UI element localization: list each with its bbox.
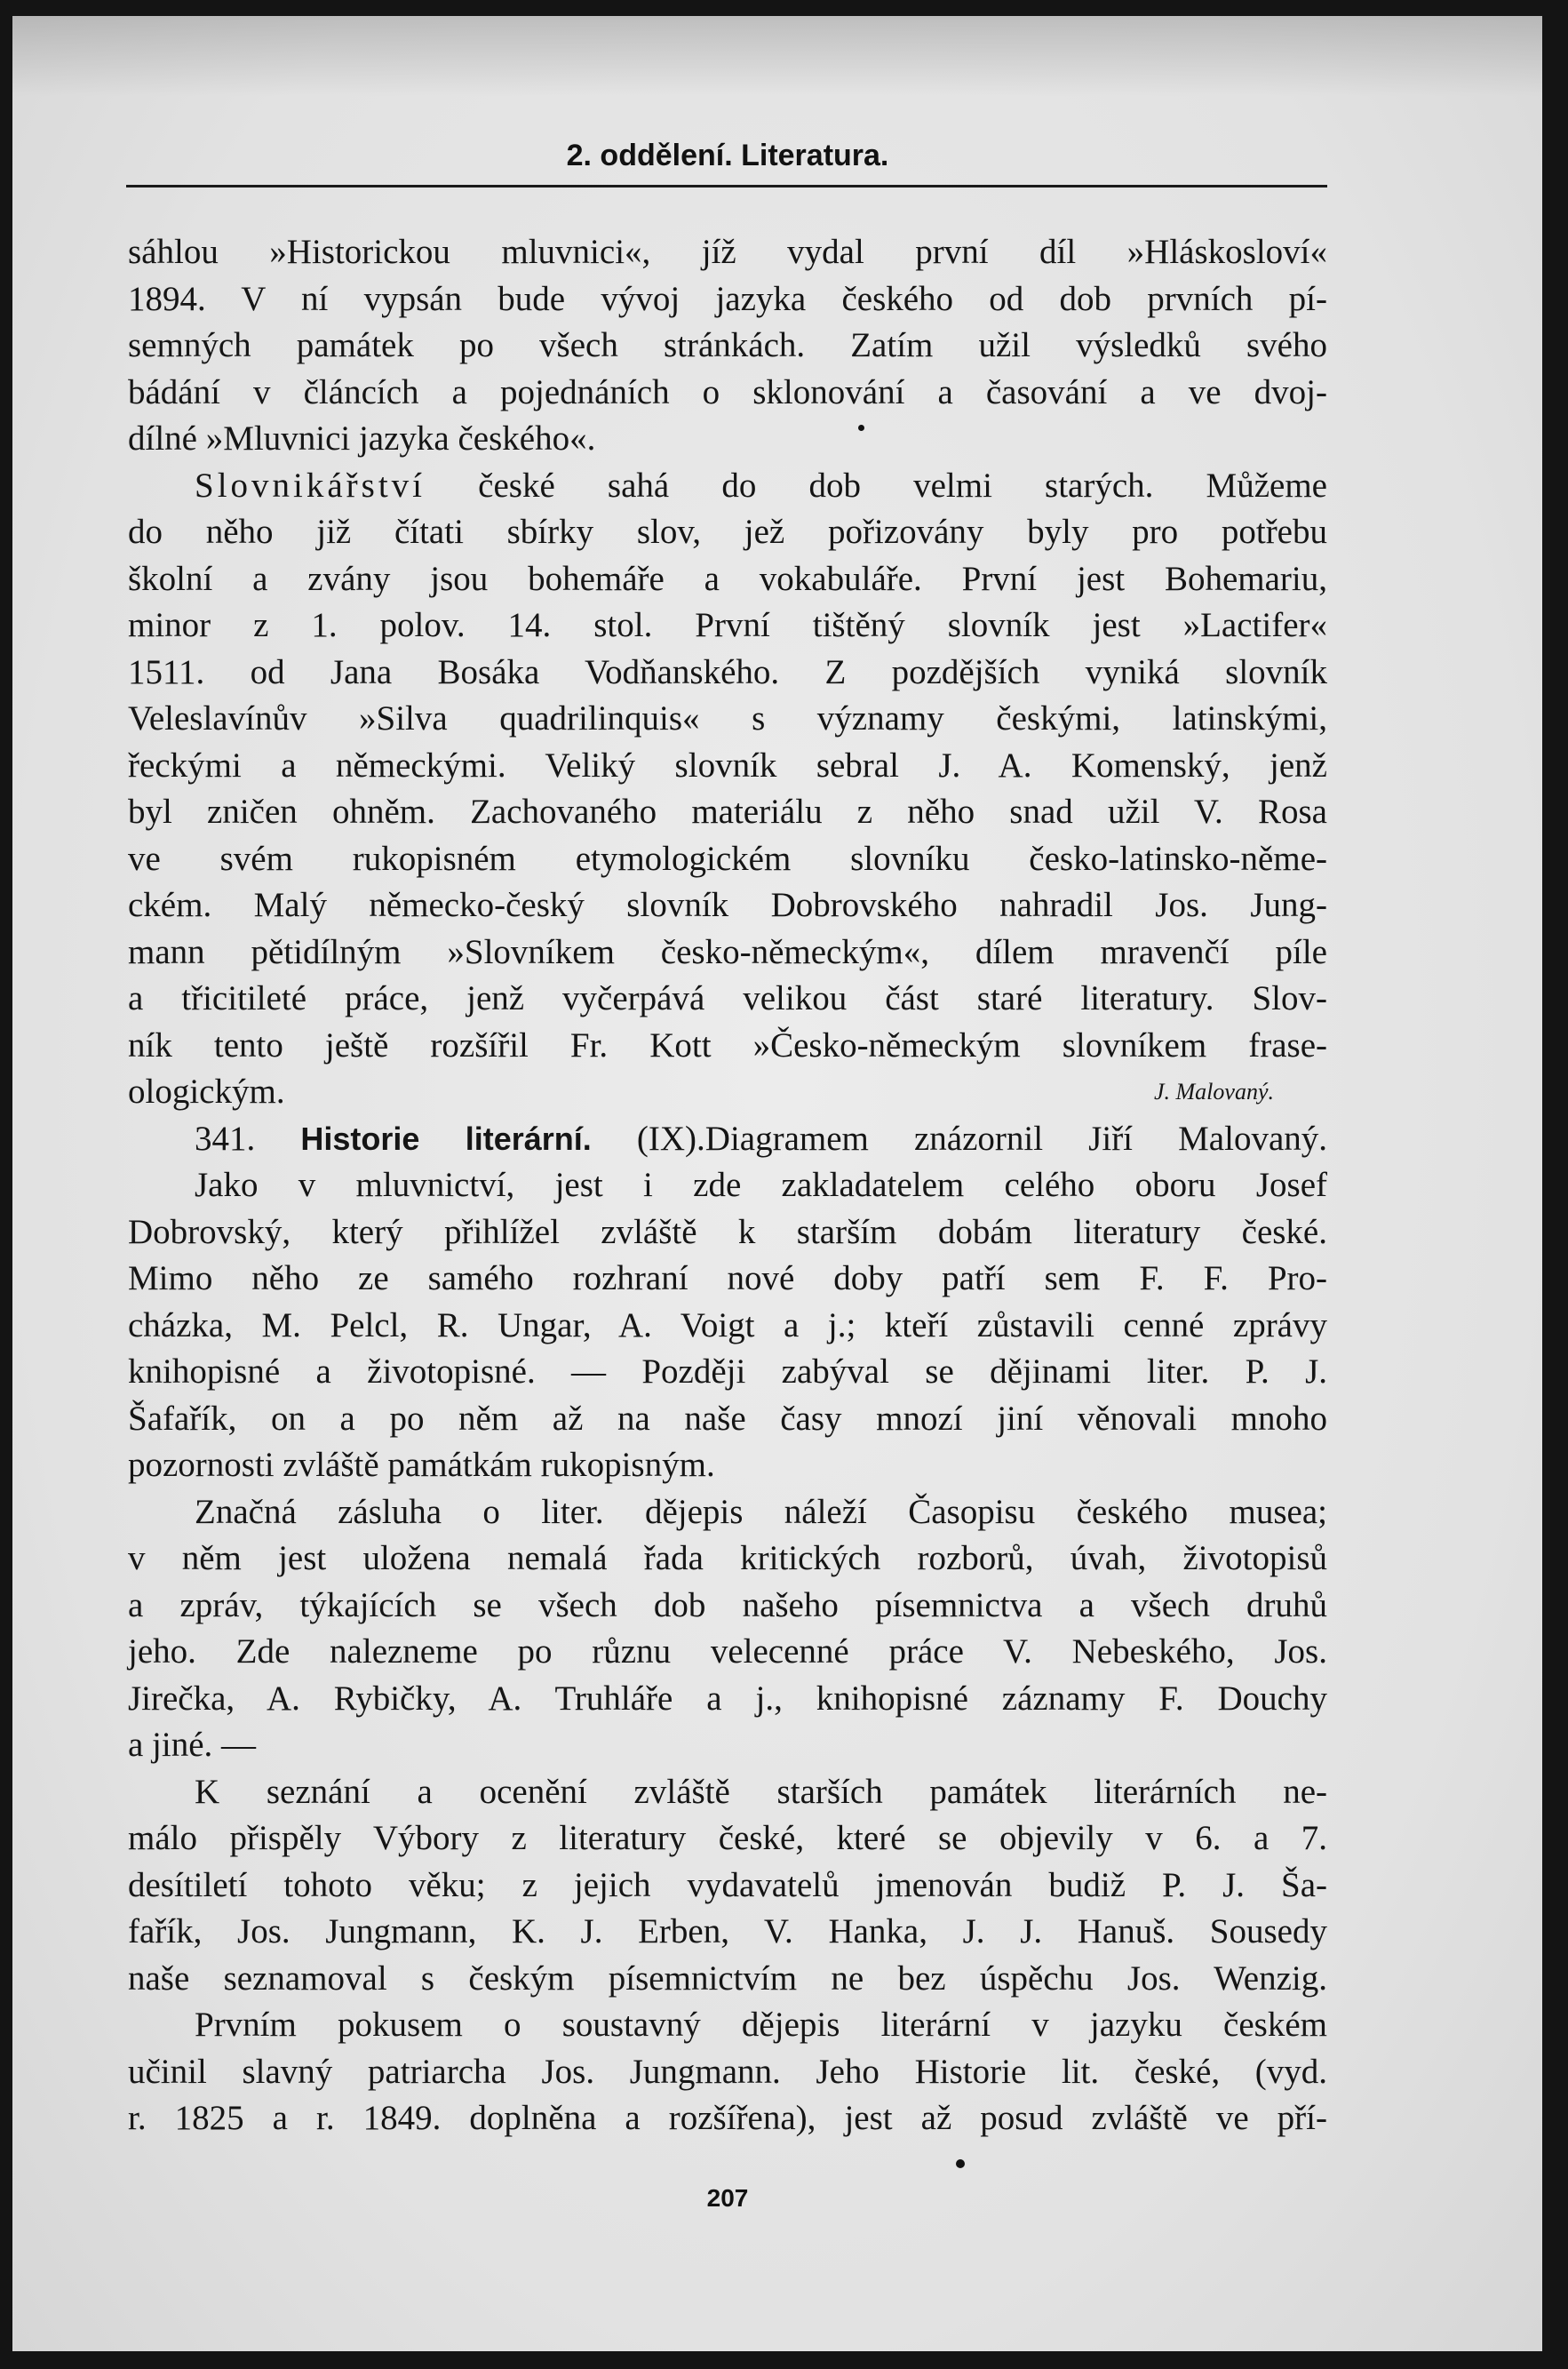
text-line: semných památek po všech stránkách. Zatím užil výsledků svého [128,326,1327,364]
author-signature: J. Malovaný. [1153,1079,1274,1105]
text-line: řeckými a německými. Veliký slovník sebral J. A. Komenský, jenž [128,746,1327,785]
text-line: desítiletí tohoto věku; z jejich vydavatelů jmenován budiž P. J. Ša- [128,1865,1327,1904]
text-line: byl zničen ohněm. Zachovaného materiálu z něho snad užil V. Rosa [128,793,1327,831]
text-line: naše seznamoval s českým písemnictvím ne bez úspěchu Jos. Wenzig. [128,1958,1327,1998]
text-line: Prvním pokusem o soustavný dějepis literární v jazyku českém [195,2006,1327,2044]
text-line: minor z 1. polov. 14. stol. První tištěný slovník jest »Lactifer« [128,606,1327,644]
text-line: knihopisné a životopisné. — Později zabýval se dějinami liter. P. J. [128,1352,1327,1391]
text-line: Veleslavínův »Silva quadrilinquis« s významy českými, latinskými, [128,699,1327,738]
body-text [128,229,1327,2142]
text-line: ník tento ještě rozšířil Fr. Kott »Česko-německým slovníkem frase- [128,1025,1327,1065]
text-line: K seznání a ocenění zvláště starších památek literárních ne- [195,1772,1327,1811]
text-line: cházka, M. Pelcl, R. Ungar, A. Voigt a j.; kteří zůstavili cenné zprávy [128,1305,1327,1344]
text-line: pozornosti zvláště památkám rukopisným. [128,1446,715,1484]
text-line: Jako v mluvnictví, jest i zde zakladatelem celého oboru Josef [195,1166,1327,1204]
page-number: 207 [706,2184,749,2212]
text-line: ve svém rukopisném etymologickém slovníku česko-latinsko-něme- [128,839,1327,878]
text-line: v něm jest uložena nemalá řada kritických rozborů, úvah, životopisů [128,1539,1327,1577]
ink-speck [858,425,864,431]
lead-rest: české sahá do dob velmi starých. Můžeme [478,466,1327,505]
text-line: Značná zásluha o liter. dějepis náleží Časopisu českého musea; [195,1492,1327,1531]
text-line: ckém. Malý německo-český slovník Dobrovského nahradil Jos. Jung- [128,886,1327,924]
running-head: 2. oddělení. Literatura. [566,139,889,172]
scan-shadow [12,16,1542,96]
text-line: dílné »Mluvnici jazyka českého«. [128,419,596,458]
text-line: fařík, Jos. Jungmann, K. J. Erben, V. Hanka, J. J. Hanuš. Sousedy [128,1912,1327,1950]
text-line: učinil slavný patriarcha Jos. Jungmann. Jeho Historie lit. české, (vyd. [128,2052,1327,2091]
header-rule [126,185,1327,187]
section-number: 341. [195,1119,256,1158]
text-line: Jirečka, A. Rybičky, A. Truhláře a j., knihopisné záznamy F. Douchy [128,1679,1327,1718]
text-line: málo přispěly Výbory z literatury české, které se objevily v 6. a 7. [128,1819,1327,1857]
signature-line [128,1069,1327,1116]
text-line: Dobrovský, který přihlížel zvláště k starším dobám literatury české. [128,1212,1327,1251]
text-line: jeho. Zde nalezneme po různu velecenné práce V. Nebeského, Jos. [128,1632,1327,1671]
text-line: školní a zvány jsou bohemáře a vokabuláře. První jest Bohemariu, [128,559,1327,598]
text-line: a jiné. — [128,1726,257,1764]
spaced-term: Slovnikářství [195,466,426,505]
paragraph-lead-line [128,463,1327,510]
text-line: sáhlou »Historickou mluvnici«, jíž vydal první díl »Hláskosloví« [128,233,1327,271]
text-line: Mimo něho ze samého rozhraní nové doby patří sem F. F. Pro- [128,1259,1327,1297]
text-line: a zpráv, týkajících se všech dob našeho písemnictva a všech druhů [128,1585,1327,1624]
section-heading-line [128,1116,1327,1163]
text-line: 1894. V ní vypsán bude vývoj jazyka českého od dob prvních pí- [128,279,1327,318]
text-line: Šafařík, on a po něm až na naše časy mnozí jiní věnovali mnoho [128,1399,1327,1438]
text-line: r. 1825 a r. 1849. doplněna a rozšířena), jest až posud zvláště ve pří- [128,2099,1327,2137]
text-line: 1511. od Jana Bosáka Vodňanského. Z pozdějších vyniká slovník [128,652,1327,691]
text-line: do něho již čítati sbírky slov, jež pořizovány byly pro potřebu [128,513,1327,551]
text-line: bádání v článcích a pojednáních o sklonování a časování a ve dvoj- [128,372,1327,411]
section-rest: (IX).Diagramem znázornil Jiří Malovaný. [636,1119,1328,1158]
section-title: Historie literární. [300,1120,592,1157]
text-line: a třicitileté práce, jenž vyčerpává velikou část staré literatury. Slov- [128,979,1327,1017]
scanned-page [12,16,1542,2351]
ink-speck [956,2159,965,2168]
text-line: mann pětidílným »Slovníkem česko-německým«, dílem mravenčí píle [128,932,1327,971]
text-fragment: ologickým. [128,1073,285,1111]
